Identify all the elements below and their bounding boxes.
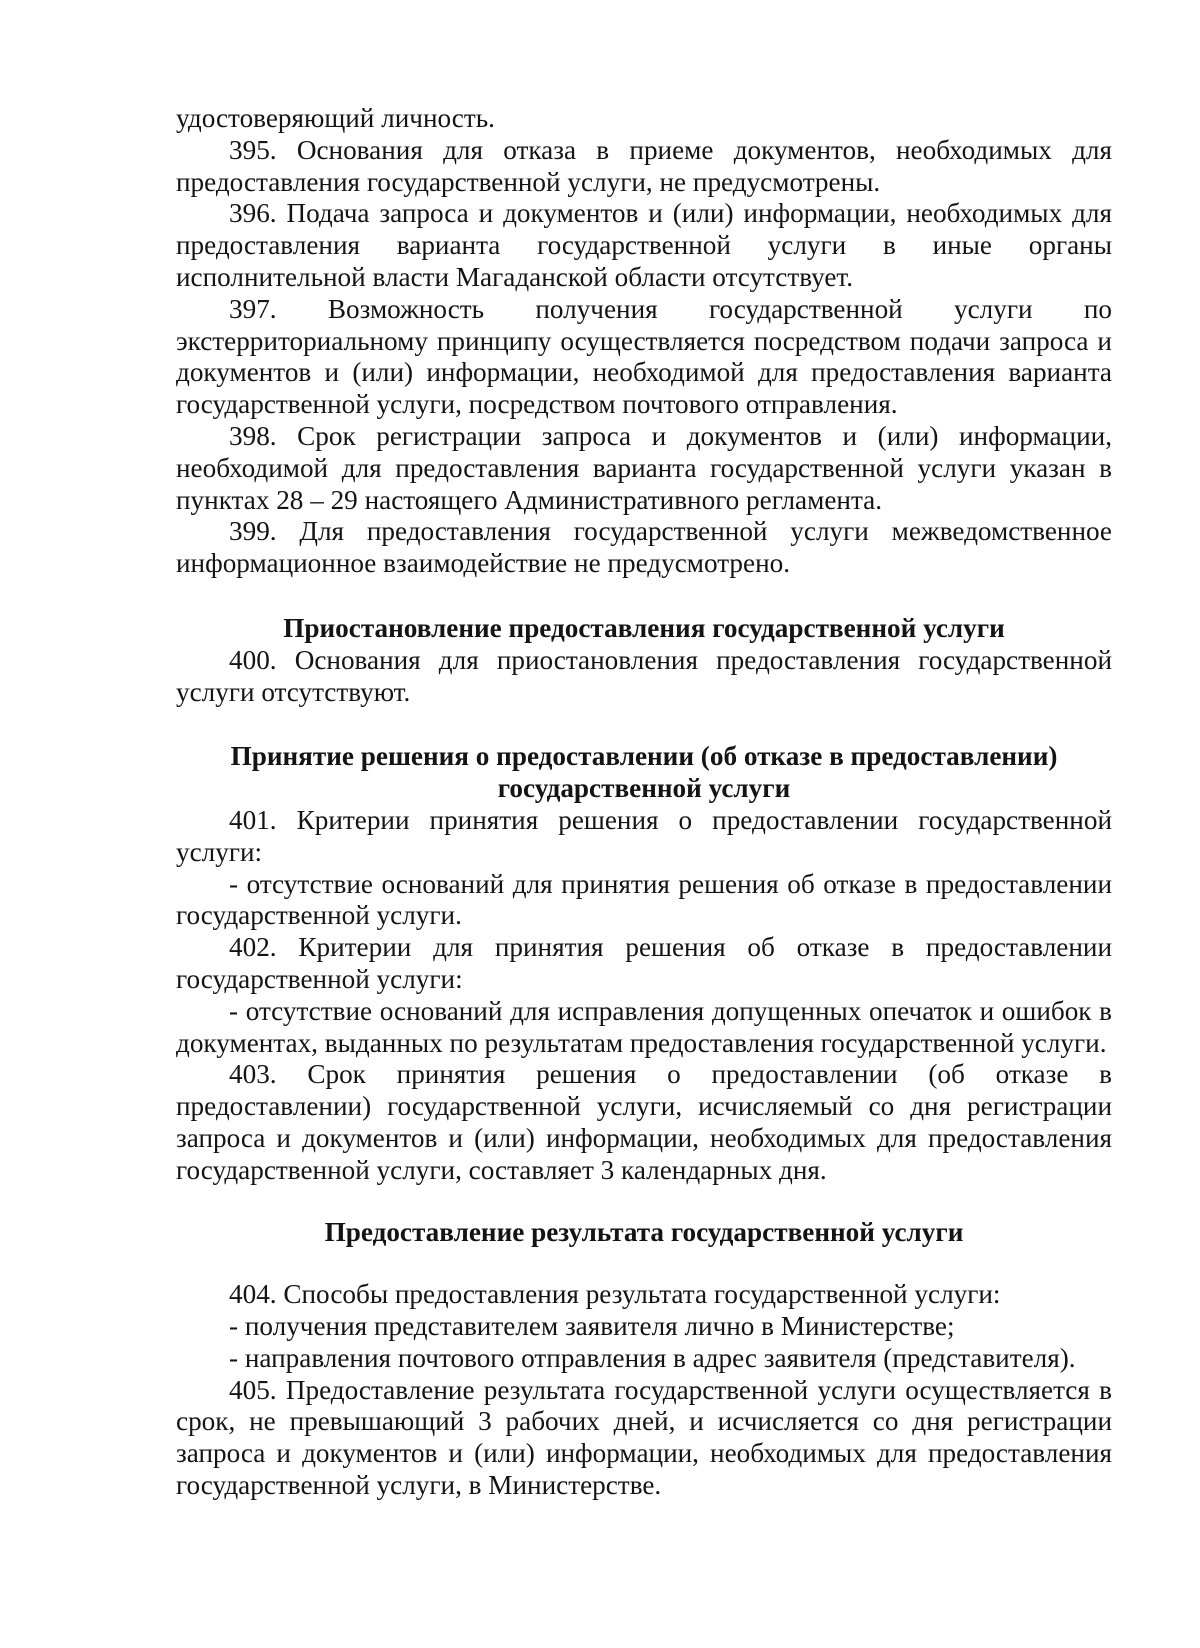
paragraph-403: 403. Срок принятия решения о предоставлении (об отказе в предоставлении) государственной услуги, исчисляемый со дня регистрации запроса и документов и (или) информации, необходимых для предоставления государственной услуги, составляет 3 календарных дня. <box>176 1059 1112 1185</box>
paragraph-397: 397. Возможность получения государственной услуги по экстерриториальному принципу осуществляется посредством подачи запроса и документов и (или) информации, необходимой для предоставления варианта государственной услуги, посредством почтового отправления. <box>176 293 1112 420</box>
paragraph-401: 401. Критерии принятия решения о предоставлении государственной услуги: <box>176 804 1112 867</box>
paragraph-396: 396. Подача запроса и документов и (или) информации, необходимых для предоставления варианта государственной услуги в иные органы исполнительной власти Магаданской области отсутствует. <box>176 198 1112 292</box>
paragraph-404-item-2: - направления почтового отправления в адрес заявителя (представителя). <box>229 1342 1076 1373</box>
paragraph-intro-continuation: удостоверяющий личность. <box>176 103 495 133</box>
paragraph-395: 395. Основания для отказа в приеме документов, необходимых для предоставления государственной услуги, не предусмотрены. <box>176 134 1112 197</box>
paragraph-405: 405. Предоставление результата государственной услуги осуществляется в срок, не превышающий 3 рабочих дней, и исчисляется со дня регистрации запроса и документов и (или) информации, необходимых для предоставления государственной услуги, в Министерстве. <box>176 1374 1112 1501</box>
paragraph-398: 398. Срок регистрации запроса и документов и (или) информации, необходимой для предоставления варианта государственной услуги указан в пунктах 28 – 29 настоящего Административного регламента. <box>176 420 1112 515</box>
paragraph-404-item-1: - получения представителем заявителя лично в Министерстве; <box>229 1311 955 1342</box>
paragraph-400: 400. Основания для приостановления предоставления государственной услуги отсутствуют. <box>176 644 1112 707</box>
section-heading-decision-line-1: Принятие решения о предоставлении (об отказе в предоставлении) <box>230 741 1058 772</box>
section-heading-decision-line-2: государственной услуги <box>497 773 791 804</box>
paragraph-401-item: - отсутствие оснований для принятия решения об отказе в предоставлении государственной услуги. <box>176 868 1112 931</box>
section-heading-suspension: Приостановление предоставления государственной услуги <box>283 612 1005 643</box>
document-body <box>176 103 1112 1502</box>
paragraph-402-item: - отсутствие оснований для исправления допущенных опечаток и ошибок в документах, выданных по результатам предоставления государственной услуги. <box>176 995 1112 1058</box>
section-heading-decision <box>176 741 1112 805</box>
paragraph-404: 404. Способы предоставления результата государственной услуги: <box>229 1279 1001 1310</box>
section-heading-result: Предоставление результата государственной услуги <box>324 1216 964 1247</box>
paragraph-399: 399. Для предоставления государственной услуги межведомственное информационное взаимодействие не предусмотрено. <box>176 516 1112 579</box>
paragraph-402: 402. Критерии для принятия решения об отказе в предоставлении государственной услуги: <box>176 932 1112 994</box>
